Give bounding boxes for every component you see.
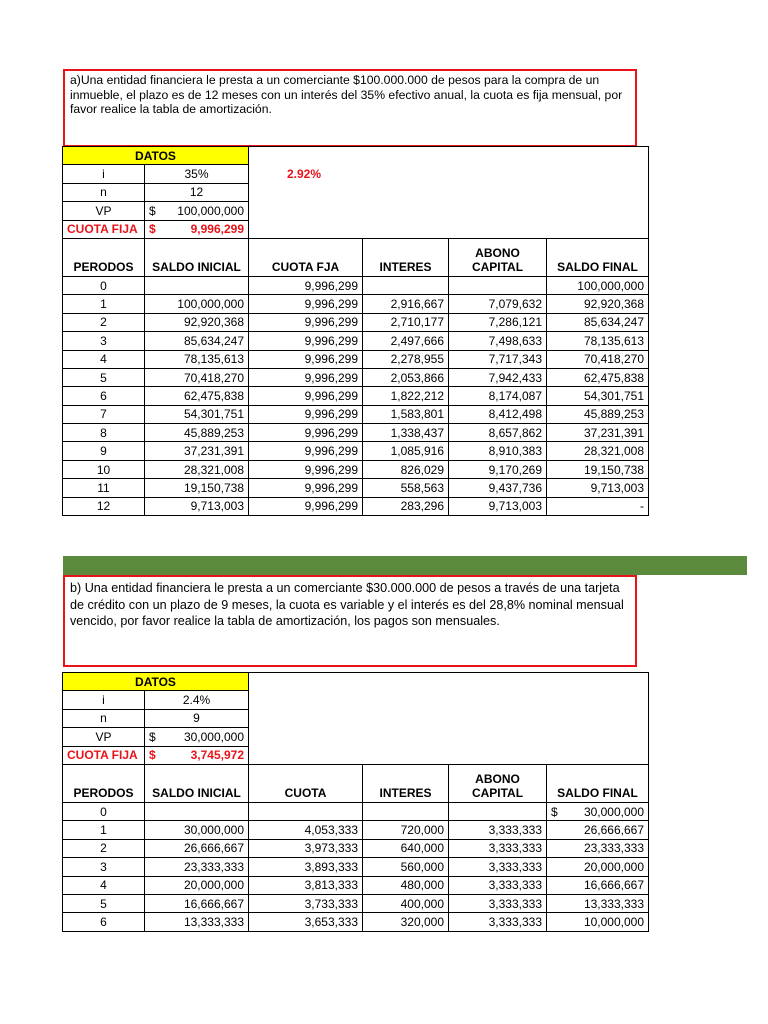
parameters-side-area <box>249 673 649 765</box>
table-cell: 70,418,270 <box>145 368 249 386</box>
cuota-fija-label: CUOTA FIJA <box>63 746 145 764</box>
table-cell: 9,996,299 <box>249 387 363 405</box>
table-cell: 13,333,333 <box>547 894 649 912</box>
datos-label: DATOS <box>63 147 249 165</box>
table-cell: 8,910,383 <box>449 442 547 460</box>
table-cell: 12 <box>63 497 145 515</box>
table-cell: 9,996,299 <box>249 460 363 478</box>
table-cell: 9,170,269 <box>449 460 547 478</box>
table-cell: 9,713,003 <box>449 497 547 515</box>
table-cell: 5 <box>63 894 145 912</box>
param-vp-value: $ 30,000,000 <box>145 728 249 746</box>
header-cuota: CUOTA <box>249 764 363 802</box>
table-cell: 3,333,333 <box>449 913 547 931</box>
table-row <box>63 405 649 423</box>
table-cell: 9,713,003 <box>547 479 649 497</box>
table-cell: 7,717,343 <box>449 350 547 368</box>
table-row <box>63 460 649 478</box>
param-vp-label: VP <box>63 728 145 746</box>
table-cell: 62,475,838 <box>547 368 649 386</box>
table-cell: 78,135,613 <box>547 332 649 350</box>
table-cell: 45,889,253 <box>145 424 249 442</box>
table-cell: 1 <box>63 821 145 839</box>
table-cell: 4 <box>63 876 145 894</box>
datos-label: DATOS <box>63 673 249 691</box>
table-cell: 19,150,738 <box>547 460 649 478</box>
table-cell: 3,333,333 <box>449 894 547 912</box>
table-cell: 10,000,000 <box>547 913 649 931</box>
cuota-fija-value: $ 3,745,972 <box>145 746 249 764</box>
table-cell: 1 <box>63 295 145 313</box>
table-cell: 92,920,368 <box>145 313 249 331</box>
table-cell: - <box>547 497 649 515</box>
table-cell: 7,498,633 <box>449 332 547 350</box>
table-cell: 4,053,333 <box>249 821 363 839</box>
table-cell: 3,333,333 <box>449 821 547 839</box>
table-cell: 9,996,299 <box>249 332 363 350</box>
table-cell: 85,634,247 <box>547 313 649 331</box>
table-cell: 8,174,087 <box>449 387 547 405</box>
table-cell: 0 <box>63 802 145 820</box>
table-cell: 3,733,333 <box>249 894 363 912</box>
table-row <box>63 876 649 894</box>
param-n-value: 12 <box>145 183 249 201</box>
table-cell: 9,996,299 <box>249 405 363 423</box>
table-cell: 11 <box>63 479 145 497</box>
table-cell: 100,000,000 <box>145 295 249 313</box>
table-cell: 26,666,667 <box>145 839 249 857</box>
param-i-label: i <box>63 691 145 709</box>
table-cell: 9,437,736 <box>449 479 547 497</box>
currency-symbol: $ <box>551 804 558 819</box>
table-cell: 16,666,667 <box>145 894 249 912</box>
param-n-label: n <box>63 183 145 201</box>
table-cell: 3,893,333 <box>249 858 363 876</box>
table-cell: 7,079,632 <box>449 295 547 313</box>
table-cell <box>363 802 449 820</box>
table-cell: 78,135,613 <box>145 350 249 368</box>
table-cell <box>449 276 547 294</box>
datos-header-row <box>63 673 649 691</box>
monthly-rate-note: 2.92% <box>287 167 322 181</box>
header-saldo-inicial: SALDO INICIAL <box>145 764 249 802</box>
problem-a-statement <box>63 69 637 147</box>
column-header-row <box>63 238 649 276</box>
table-cell: 720,000 <box>363 821 449 839</box>
table-cell: 54,301,751 <box>145 405 249 423</box>
table-cell: 1,338,437 <box>363 424 449 442</box>
table-cell: 5 <box>63 368 145 386</box>
table-cell: 283,296 <box>363 497 449 515</box>
table-row <box>63 802 649 820</box>
table-cell: 0 <box>63 276 145 294</box>
table-cell: 8,657,862 <box>449 424 547 442</box>
table-cell: 2,053,866 <box>363 368 449 386</box>
table-cell: 2 <box>63 839 145 857</box>
table-cell: 62,475,838 <box>145 387 249 405</box>
table-cell: 826,029 <box>363 460 449 478</box>
table-cell: 30,000,000 <box>145 821 249 839</box>
table-cell: 3,333,333 <box>449 858 547 876</box>
table-cell: 2 <box>63 313 145 331</box>
header-cuota: CUOTA FJA <box>249 238 363 276</box>
table-cell: 400,000 <box>363 894 449 912</box>
table-cell <box>449 802 547 820</box>
table-cell: 26,666,667 <box>547 821 649 839</box>
table-cell: 23,333,333 <box>145 858 249 876</box>
problem-b-text: b) Una entidad financiera le presta a un comerciante $30.000.000 de pesos a través de una tarjeta de crédito con un plazo de 9 meses, la cuota es variable y el interés es del 28,8% nominal mensual vencido, por favor realice la tabla de amortización, los pagos son mensuales. <box>70 581 624 628</box>
table-cell: 9,996,299 <box>249 276 363 294</box>
table-cell: 19,150,738 <box>145 479 249 497</box>
header-interes: INTERES <box>363 238 449 276</box>
table-cell: 3,333,333 <box>449 876 547 894</box>
problem-a-text: a)Una entidad financiera le presta a un comerciante $100.000.000 de pesos para la compra de un inmueble, el plazo es de 12 meses con un interés del 35% efectivo anual, la cuota es fija mensual, por favor realice la tabla de amortización. <box>70 73 623 116</box>
header-saldo-final: SALDO FINAL <box>547 764 649 802</box>
table-cell: 6 <box>63 387 145 405</box>
table-cell: 9,996,299 <box>249 497 363 515</box>
amortization-table-a <box>62 146 649 516</box>
table-cell: $ 30,000,000 <box>547 802 649 820</box>
table-cell: 3 <box>63 858 145 876</box>
table-row <box>63 295 649 313</box>
table-cell: 8,412,498 <box>449 405 547 423</box>
header-saldo-inicial: SALDO INICIAL <box>145 238 249 276</box>
table-cell: 28,321,008 <box>547 442 649 460</box>
table-cell: 9,996,299 <box>249 313 363 331</box>
param-vp-label: VP <box>63 202 145 220</box>
table-cell: 7 <box>63 405 145 423</box>
table-row <box>63 368 649 386</box>
currency-symbol: $ <box>149 222 156 237</box>
section-separator <box>63 556 747 575</box>
table-cell: 8 <box>63 424 145 442</box>
currency-symbol: $ <box>149 748 156 763</box>
table-cell: 28,321,008 <box>145 460 249 478</box>
table-cell: 1,822,212 <box>363 387 449 405</box>
currency-symbol: $ <box>149 729 156 744</box>
table-cell: 558,563 <box>363 479 449 497</box>
table-cell: 45,889,253 <box>547 405 649 423</box>
table-row <box>63 276 649 294</box>
table-cell: 37,231,391 <box>547 424 649 442</box>
table-cell: 92,920,368 <box>547 295 649 313</box>
table-cell: 2,916,667 <box>363 295 449 313</box>
param-vp-value: $ 100,000,000 <box>145 202 249 220</box>
param-i-value: 35% <box>145 165 249 183</box>
table-cell: 9,996,299 <box>249 442 363 460</box>
table-cell: 37,231,391 <box>145 442 249 460</box>
datos-header-row <box>63 147 649 165</box>
table-cell: 2,497,666 <box>363 332 449 350</box>
table-cell: 7,286,121 <box>449 313 547 331</box>
table-cell <box>145 802 249 820</box>
param-n-label: n <box>63 709 145 727</box>
table-cell: 3 <box>63 332 145 350</box>
table-cell <box>145 276 249 294</box>
header-abono-capital: ABONO CAPITAL <box>449 764 547 802</box>
table-cell: 3,653,333 <box>249 913 363 931</box>
table-cell: 6 <box>63 913 145 931</box>
table-row <box>63 332 649 350</box>
table-cell: 20,000,000 <box>145 876 249 894</box>
table-cell: 2,278,955 <box>363 350 449 368</box>
table-row <box>63 858 649 876</box>
table-cell <box>363 276 449 294</box>
column-header-row <box>63 764 649 802</box>
table-row <box>63 350 649 368</box>
table-cell: 100,000,000 <box>547 276 649 294</box>
table-cell: 7,942,433 <box>449 368 547 386</box>
table-row <box>63 387 649 405</box>
table-row <box>63 913 649 931</box>
table-cell: 4 <box>63 350 145 368</box>
table-row <box>63 479 649 497</box>
table-row <box>63 442 649 460</box>
table-cell: 85,634,247 <box>145 332 249 350</box>
table-row <box>63 424 649 442</box>
table-cell <box>249 802 363 820</box>
table-cell: 320,000 <box>363 913 449 931</box>
table-row <box>63 894 649 912</box>
table-cell: 9,996,299 <box>249 350 363 368</box>
param-n-value: 9 <box>145 709 249 727</box>
table-cell: 9,996,299 <box>249 295 363 313</box>
table-row <box>63 821 649 839</box>
table-cell: 70,418,270 <box>547 350 649 368</box>
table-cell: 9,996,299 <box>249 424 363 442</box>
problem-b-statement <box>63 575 637 667</box>
header-saldo-final: SALDO FINAL <box>547 238 649 276</box>
table-cell: 1,085,916 <box>363 442 449 460</box>
table-cell: 16,666,667 <box>547 876 649 894</box>
table-cell: 3,813,333 <box>249 876 363 894</box>
table-cell: 9,996,299 <box>249 479 363 497</box>
cuota-fija-label: CUOTA FIJA <box>63 220 145 238</box>
table-cell: 1,583,801 <box>363 405 449 423</box>
table-cell: 640,000 <box>363 839 449 857</box>
table-cell: 9 <box>63 442 145 460</box>
header-periodos: PERODOS <box>63 764 145 802</box>
table-cell: 13,333,333 <box>145 913 249 931</box>
currency-symbol: $ <box>149 203 156 218</box>
table-cell: 10 <box>63 460 145 478</box>
table-cell: 20,000,000 <box>547 858 649 876</box>
table-cell: 23,333,333 <box>547 839 649 857</box>
cuota-fija-value: $ 9,996,299 <box>145 220 249 238</box>
table-cell: 9,996,299 <box>249 368 363 386</box>
table-cell: 3,973,333 <box>249 839 363 857</box>
table-row <box>63 839 649 857</box>
table-row <box>63 497 649 515</box>
table-cell: 2,710,177 <box>363 313 449 331</box>
table-cell: 560,000 <box>363 858 449 876</box>
table-cell: 9,713,003 <box>145 497 249 515</box>
param-i-value: 2.4% <box>145 691 249 709</box>
header-periodos: PERODOS <box>63 238 145 276</box>
table-cell: 480,000 <box>363 876 449 894</box>
amortization-table-b <box>62 672 649 932</box>
table-cell: 54,301,751 <box>547 387 649 405</box>
header-abono-capital: ABONO CAPITAL <box>449 238 547 276</box>
table-row <box>63 313 649 331</box>
param-i-label: i <box>63 165 145 183</box>
parameters-side-area <box>249 147 649 239</box>
table-cell: 3,333,333 <box>449 839 547 857</box>
header-interes: INTERES <box>363 764 449 802</box>
